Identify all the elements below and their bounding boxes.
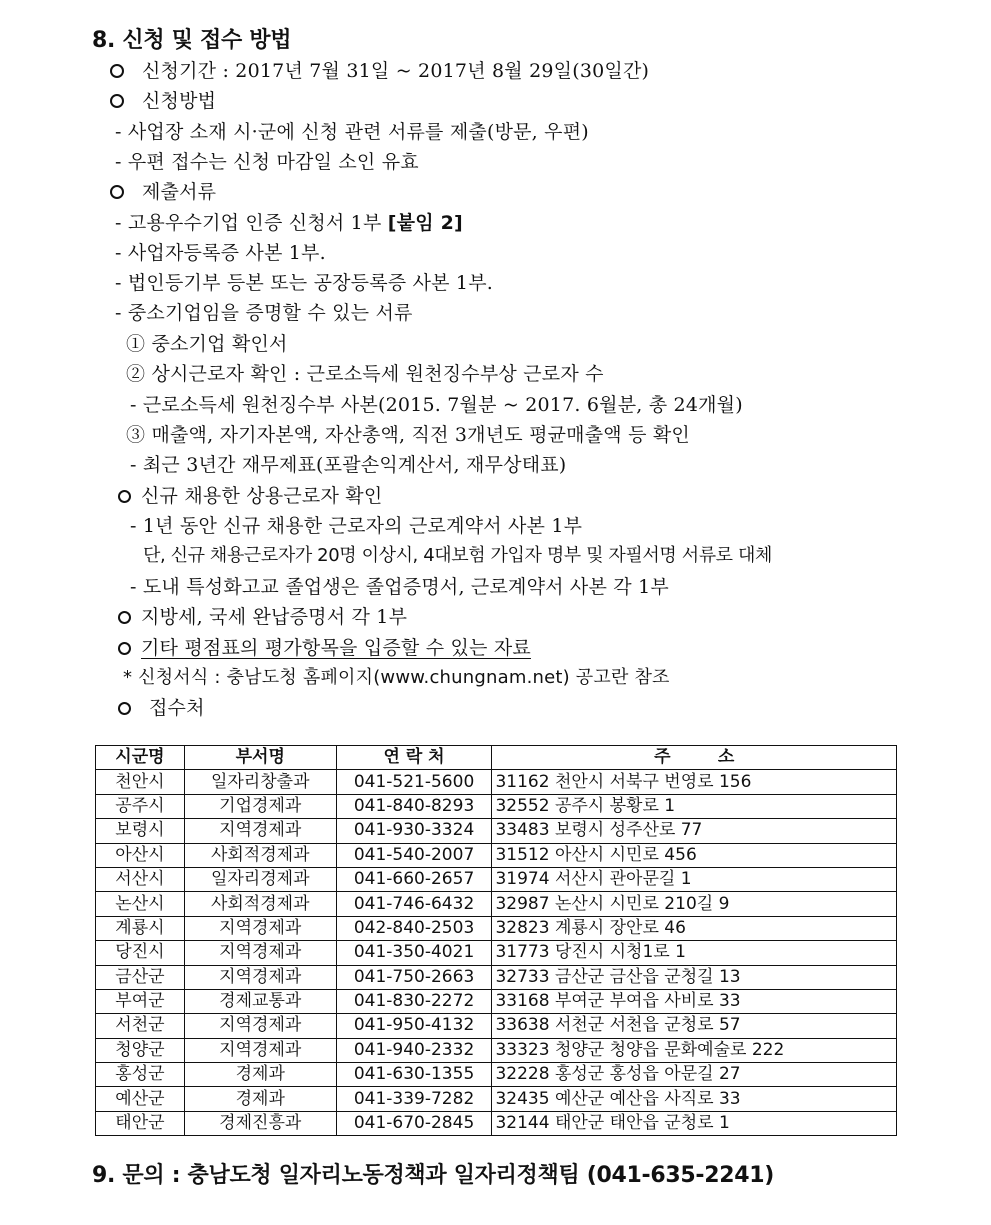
circle-bullet-icon (118, 642, 131, 655)
new-hire-note: 단, 신규 채용근로자가 20명 이상시, 4대보험 가입자 명부 및 자필서명 서류로 대체 (143, 545, 772, 566)
tax-certificate-text: 지방세, 국세 완납증명서 각 1부 (141, 606, 408, 628)
phone-cell: 041-670-2845 (336, 1111, 492, 1135)
city-cell: 논산시 (96, 892, 185, 916)
department-cell: 사회적경제과 (184, 843, 336, 867)
address-cell: 32435 예산군 예산읍 사직로 33 (492, 1087, 897, 1111)
table-row (96, 941, 897, 965)
method-item: - 사업장 소재 시·군에 신청 관련 서류를 제출(방문, 우편) (115, 121, 589, 143)
address-cell: 33168 부여군 부여읍 사비로 33 (492, 989, 897, 1013)
method-title-text: 신청방법 (142, 90, 217, 112)
city-cell: 당진시 (96, 941, 185, 965)
document-subitem-detail: - 근로소득세 원천징수부 사본(2015. 7월분 ~ 2017. 6월분, 총 24개월) (130, 394, 743, 416)
section-9-inquiry: 9. 문의 : 충남도청 일자리노동정책과 일자리정책팀 (041-635-2241) (92, 1163, 775, 1188)
city-cell: 보령시 (96, 819, 185, 843)
department-cell: 경제교통과 (184, 989, 336, 1013)
address-cell: 32987 논산시 시민로 210길 9 (492, 892, 897, 916)
document-subitem-detail: - 최근 3년간 재무제표(포괄손익계산서, 재무상태표) (130, 454, 567, 476)
table-row (96, 770, 897, 794)
phone-cell: 041-350-4021 (336, 941, 492, 965)
table-header-row (96, 746, 897, 770)
documents-title-text: 제출서류 (142, 181, 217, 203)
table-row (96, 916, 897, 940)
table-row (96, 965, 897, 989)
section-8-heading: 8. 신청 및 접수 방법 (92, 28, 292, 53)
table-body (96, 770, 897, 1136)
document-item: - 중소기업임을 증명할 수 있는 서류 (115, 302, 413, 324)
column-header-department: 부서명 (184, 746, 336, 770)
department-cell: 지역경제과 (184, 819, 336, 843)
document-subitem: ③ 매출액, 자기자본액, 자산총액, 직전 3개년도 평균매출액 등 확인 (126, 424, 690, 446)
phone-cell: 041-339-7282 (336, 1087, 492, 1111)
other-materials-text: 기타 평점표의 평가항목을 입증할 수 있는 자료 (141, 637, 531, 659)
city-cell: 태안군 (96, 1111, 185, 1135)
document-subitem: ① 중소기업 확인서 (126, 333, 288, 355)
city-cell: 천안시 (96, 770, 185, 794)
department-cell: 지역경제과 (184, 1014, 336, 1038)
phone-cell: 041-630-1355 (336, 1063, 492, 1087)
application-period (110, 56, 649, 86)
document-item-text: - 고용우수기업 인증 신청서 1부 (115, 212, 388, 234)
table-row (96, 867, 897, 891)
address-cell: 31162 천안시 서북구 번영로 156 (492, 770, 897, 794)
phone-cell: 041-840-8293 (336, 794, 492, 818)
city-cell: 청양군 (96, 1038, 185, 1062)
department-cell: 경제진흥과 (184, 1111, 336, 1135)
city-cell: 부여군 (96, 989, 185, 1013)
department-cell: 사회적경제과 (184, 892, 336, 916)
table-row (96, 794, 897, 818)
phone-cell: 041-750-2663 (336, 965, 492, 989)
method-title (110, 86, 216, 116)
address-cell: 33323 청양군 청양읍 문화예술로 222 (492, 1038, 897, 1062)
column-header-address: 주 소 (492, 746, 897, 770)
document-item-application-form (115, 208, 463, 238)
city-cell: 금산군 (96, 965, 185, 989)
address-cell: 31512 아산시 시민로 456 (492, 843, 897, 867)
department-cell: 지역경제과 (184, 916, 336, 940)
phone-cell: 041-746-6432 (336, 892, 492, 916)
documents-title (110, 177, 216, 207)
city-cell: 홍성군 (96, 1063, 185, 1087)
attachment-reference: [붙임 2] (387, 212, 463, 234)
phone-cell: 041-660-2657 (336, 867, 492, 891)
phone-cell: 042-840-2503 (336, 916, 492, 940)
address-cell: 31974 서산시 관아문길 1 (492, 867, 897, 891)
table-row (96, 819, 897, 843)
document-subitem: ② 상시근로자 확인 : 근로소득세 원천징수부상 근로자 수 (126, 363, 604, 385)
new-hire-item: - 1년 동안 신규 채용한 근로자의 근로계약서 사본 1부 (130, 515, 583, 537)
circle-bullet-icon (110, 64, 124, 78)
new-hire-title-text: 신규 채용한 상용근로자 확인 (141, 485, 383, 507)
city-cell: 예산군 (96, 1087, 185, 1111)
address-cell: 32733 금산군 금산읍 군청길 13 (492, 965, 897, 989)
department-cell: 일자리창출과 (184, 770, 336, 794)
circle-bullet-icon (110, 185, 124, 199)
table-row (96, 1014, 897, 1038)
reception-title-text: 접수처 (149, 697, 205, 719)
phone-cell: 041-950-4132 (336, 1014, 492, 1038)
document-item: - 법인등기부 등본 또는 공장등록증 사본 1부. (115, 272, 494, 294)
phone-cell: 041-940-2332 (336, 1038, 492, 1062)
reception-offices-table (95, 745, 897, 1136)
table-row (96, 843, 897, 867)
address-cell: 31773 당진시 시청1로 1 (492, 941, 897, 965)
address-cell: 32552 공주시 봉황로 1 (492, 794, 897, 818)
address-cell: 33638 서천군 서천읍 군청로 57 (492, 1014, 897, 1038)
column-header-contact: 연 락 처 (336, 746, 492, 770)
city-cell: 서산시 (96, 867, 185, 891)
address-cell: 32823 계룡시 장안로 46 (492, 916, 897, 940)
department-cell: 지역경제과 (184, 1038, 336, 1062)
phone-cell: 041-521-5600 (336, 770, 492, 794)
application-period-text: 신청기간 : 2017년 7월 31일 ~ 2017년 8월 29일(30일간) (142, 60, 650, 82)
phone-cell: 041-540-2007 (336, 843, 492, 867)
city-cell: 공주시 (96, 794, 185, 818)
table-row (96, 1063, 897, 1087)
circle-bullet-icon (110, 94, 124, 108)
reception-title (118, 693, 205, 723)
new-hire-item: - 도내 특성화고교 졸업생은 졸업증명서, 근로계약서 사본 각 1부 (130, 576, 669, 598)
department-cell: 경제과 (184, 1063, 336, 1087)
phone-cell: 041-830-2272 (336, 989, 492, 1013)
table-row (96, 1038, 897, 1062)
new-hire-title (118, 481, 382, 511)
department-cell: 경제과 (184, 1087, 336, 1111)
other-materials (118, 633, 531, 663)
address-cell: 32228 홍성군 홍성읍 아문길 27 (492, 1063, 897, 1087)
address-cell: 33483 보령시 성주산로 77 (492, 819, 897, 843)
column-header-city: 시군명 (96, 746, 185, 770)
tax-certificate (118, 602, 407, 632)
circle-bullet-icon (118, 490, 131, 503)
circle-bullet-icon (118, 702, 131, 715)
table-row (96, 1111, 897, 1135)
city-cell: 아산시 (96, 843, 185, 867)
department-cell: 기업경제과 (184, 794, 336, 818)
department-cell: 지역경제과 (184, 941, 336, 965)
table-row (96, 989, 897, 1013)
phone-cell: 041-930-3324 (336, 819, 492, 843)
address-cell: 32144 태안군 태안읍 군청로 1 (492, 1111, 897, 1135)
department-cell: 일자리경제과 (184, 867, 336, 891)
department-cell: 지역경제과 (184, 965, 336, 989)
circle-bullet-icon (118, 611, 131, 624)
form-note: * 신청서식 : 충남도청 홈페이지(www.chungnam.net) 공고란 참조 (123, 667, 670, 688)
city-cell: 서천군 (96, 1014, 185, 1038)
table-row (96, 1087, 897, 1111)
method-item: - 우편 접수는 신청 마감일 소인 유효 (115, 151, 419, 173)
document-item: - 사업자등록증 사본 1부. (115, 242, 326, 264)
city-cell: 계룡시 (96, 916, 185, 940)
table-row (96, 892, 897, 916)
